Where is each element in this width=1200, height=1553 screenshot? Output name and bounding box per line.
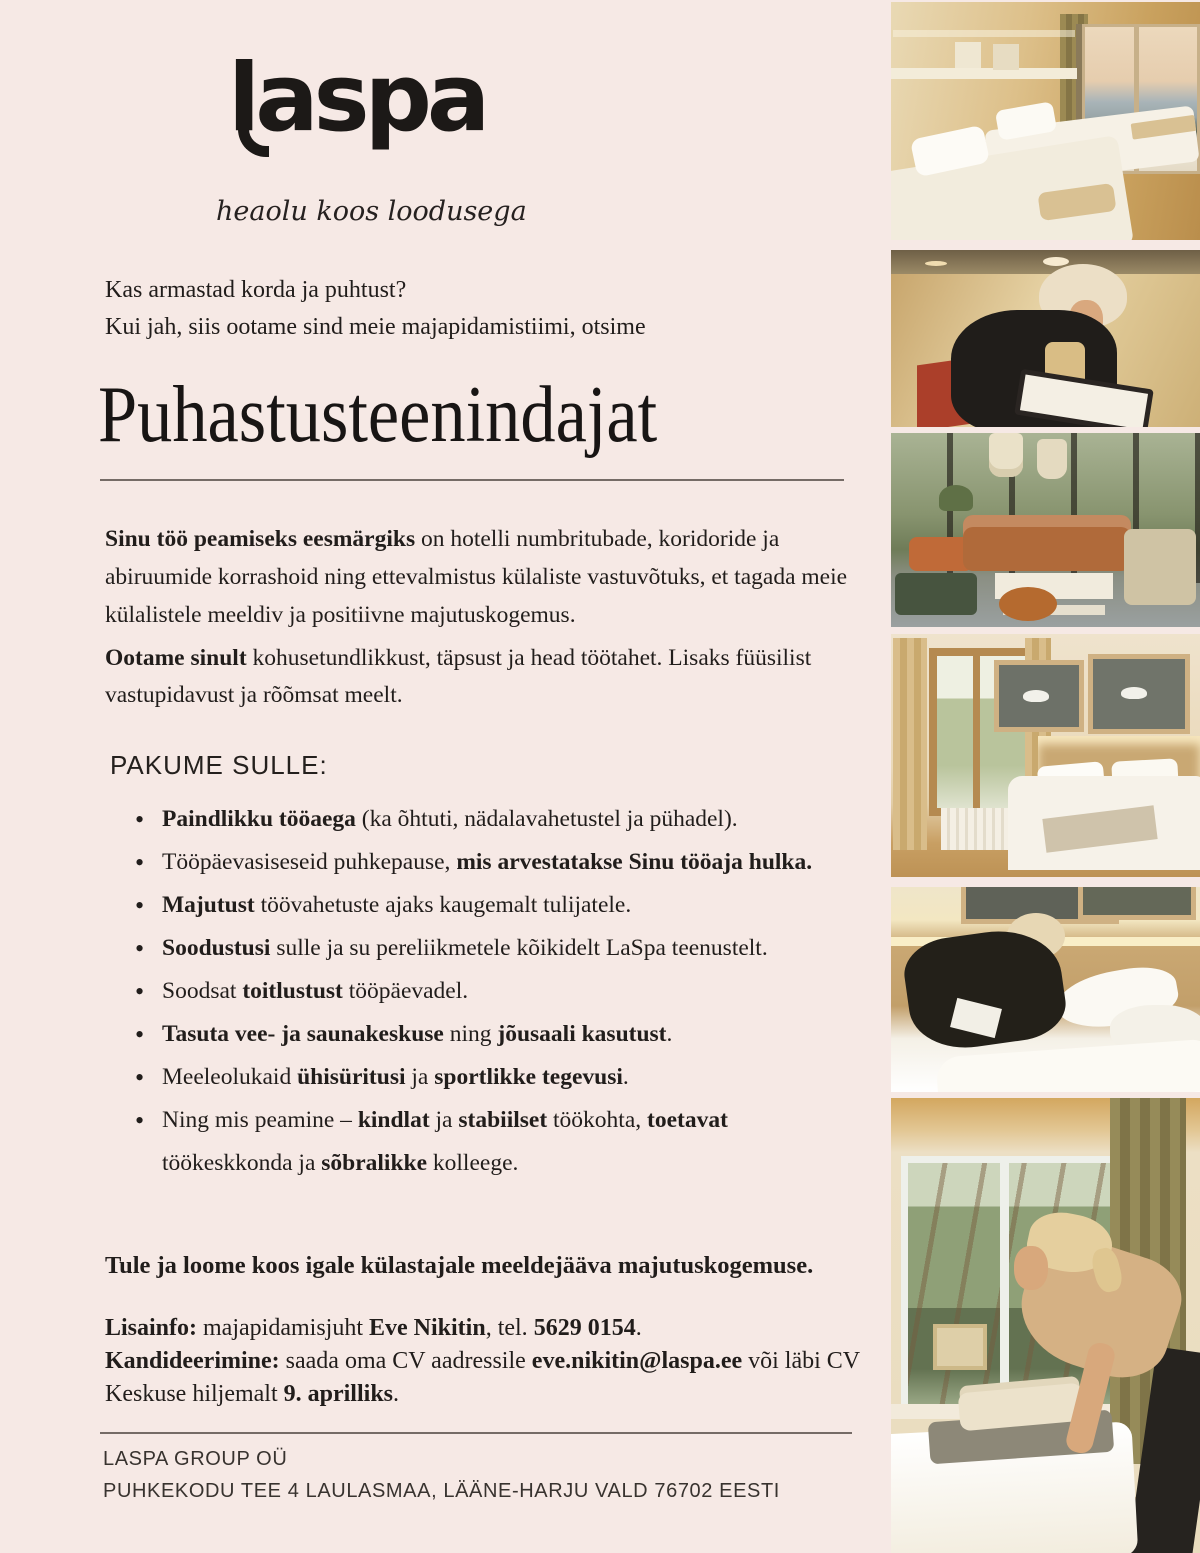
contact-apply-line: Kandideerimine: saada oma CV aadressile eve.nikitin@laspa.ee või läbi CV Keskuse hiljemalt 9. aprilliks. [105,1348,860,1407]
offer-item-accommodation: • Majutust töövahetuste ajaks kaugemalt tulijatele. [105,884,845,927]
photo4-swan-picture-2 [1088,654,1190,734]
offer-item-stable-job: • Ning mis peamine – kindlat ja stabiilset töökohta, toetavat töökeskkonda ja sõbralikke kolleege. [105,1099,845,1185]
offer-item-spa-gym: • Tasuta vee- ja saunakeskuse ning jõusaali kasutust. [105,1013,845,1056]
photo-twin-room [891,2,1200,240]
photo4-left-curtain [893,638,927,850]
photo5-picture-frame-right [1078,887,1196,920]
photo6-face [1014,1246,1048,1290]
photo4-swan-picture-1 [994,660,1084,732]
photo3-leather-pouf [999,587,1057,621]
photo-lobby-lounge [891,433,1200,627]
photo1-wall-shelf [891,68,1077,79]
offer-heading: PAKUME SULLE: [110,750,328,780]
contact-info-line: Lisainfo: majapidamisjuht Eve Nikitin, tel. 5629 0154. [105,1315,642,1341]
photo-housekeeper-tablet [891,250,1200,427]
photo3-pendant-lamp-2 [1037,439,1067,479]
offer-item-discounts: • Soodustusi sulle ja su pereliikmetele kõikidelt LaSpa teenustelt. [105,927,845,970]
intro-text [105,272,865,346]
closing-statement: Tule ja loome koos igale külastajale meeldejääva majutuskogemuse. [105,1252,814,1279]
photo3-ottoman [895,573,977,615]
photo-robes-on-bed [891,1098,1200,1553]
photo3-pendant-lamp [989,433,1023,477]
expectations-paragraph: Ootame sinult kohusetundlikkust, täpsust ja head töötahet. Lisaks füüsilist vastupidavust ja rõõmsat meelt. [105,645,812,708]
job-title: Puhastusteenindajat [98,371,658,459]
photo1-decor-boxes [955,42,981,68]
offer-list [105,798,845,1185]
logo-tagline: heaolu koos loodusega [216,196,527,227]
photo2-ceiling-lights [1043,257,1069,266]
intro-line-2: Kui jah, siis ootame sind meie majapidamistiimi, otsime [105,314,646,340]
offer-item-paid-breaks: • Tööpäevasiseseid puhkepause, mis arvestatakse Sinu tööaja hulka. [105,841,845,884]
photo3-plant [939,485,973,511]
offer-item-meals: • Soodsat toitlustust tööpäevadel. [105,970,845,1013]
photo3-leather-sofa [963,515,1131,571]
photo-double-room [891,634,1200,877]
laspa-wordmark-text: laspa [228,44,486,153]
footer-address: PUHKEKODU TEE 4 LAULASMAA, LÄÄNE-HARJU VALD 76702 EESTI [103,1480,780,1502]
photo3-armchair [1124,529,1196,605]
offer-item-flexible-hours: • Paindlikku tööaega (ka õhtuti, nädalavahetustel ja pühadel). [105,798,845,841]
footer-divider [100,1432,852,1434]
footer-company-name: LASPA GROUP OÜ [103,1448,288,1470]
photo6-windowsill-frame [933,1324,987,1370]
job-description-paragraph: Sinu töö peamiseks eesmärgiks on hotelli numbritubade, koridoride ja abiruumide korrashoid ning ettevalmistus külaliste vastuvõtuks, et tagada meie külalistele meeldiv ja positiivne majutuskogemus. [105,526,848,628]
photo-bed-making [891,887,1200,1092]
contact-info [105,1312,869,1411]
laspa-logo [228,44,486,192]
offer-item-events: • Meeleolukaid ühisüritusi ja sportlikke tegevusi. [105,1056,845,1099]
intro-line-1: Kas armastad korda ja puhtust? [105,277,407,303]
title-divider [100,479,844,481]
